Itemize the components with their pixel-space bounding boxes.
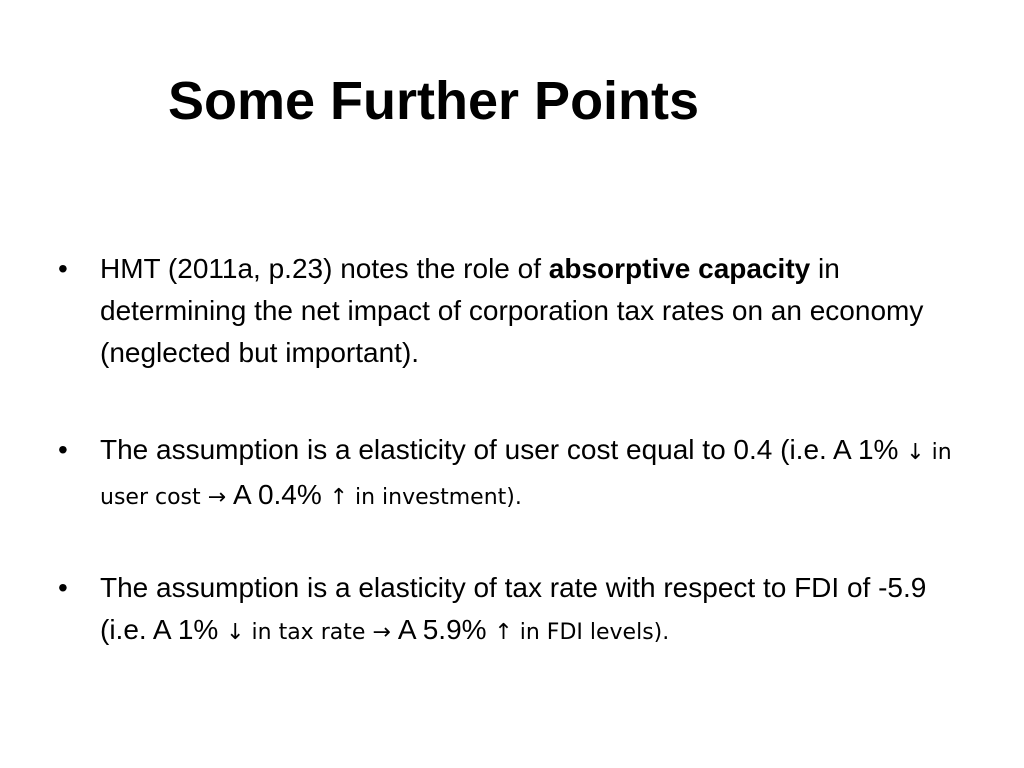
arrow-down-icon: ↓ — [226, 620, 245, 645]
bullet-text-a1: A 1% — [152, 614, 227, 645]
bullet-list-3 — [58, 567, 968, 654]
bullet-marker: • — [58, 572, 68, 603]
bullet-list-1 — [58, 248, 968, 374]
bullet-item-user-cost-elasticity — [58, 429, 968, 519]
arrow-up-icon: ↑ — [494, 620, 513, 645]
bullet-text-pre: The assumption is a elasticity of tax rate with respect to FDI of -5.9 (i.e. — [100, 572, 927, 645]
bullet-text-bold: absorptive capacity — [548, 253, 811, 284]
arrow-down-icon: ↓ — [906, 440, 925, 465]
bullet-text-pre: HMT (2011a, p.23) notes the role of — [100, 253, 549, 284]
bullet-text-a1: A 1% — [833, 434, 907, 465]
bullet-text-small2: in FDI levels). — [512, 620, 670, 645]
bullet-text-a2: A 0.4% — [233, 479, 330, 510]
bullet-marker: • — [58, 434, 68, 465]
bullet-text-post: in determining the net impact of corporation tax rates on an economy (neglected but important). — [100, 253, 924, 368]
bullet-list-2 — [58, 429, 968, 519]
bullet-item-absorptive-capacity — [58, 248, 968, 374]
bullet-text-small1: in tax rate → — [244, 620, 398, 645]
bullet-text-a2: A 5.9% — [397, 614, 495, 645]
bullet-item-fdi-elasticity — [58, 567, 968, 654]
bullet-text-small2: in investment). — [348, 485, 522, 510]
arrow-up-icon: ↑ — [329, 485, 348, 510]
bullet-text-pre: The assumption is a elasticity of user cost equal to 0.4 (i.e. — [100, 434, 834, 465]
bullet-marker: • — [58, 253, 68, 284]
bullet-text-small1: in user cost → — [100, 440, 952, 510]
slide-title: Some Further Points — [168, 71, 700, 131]
